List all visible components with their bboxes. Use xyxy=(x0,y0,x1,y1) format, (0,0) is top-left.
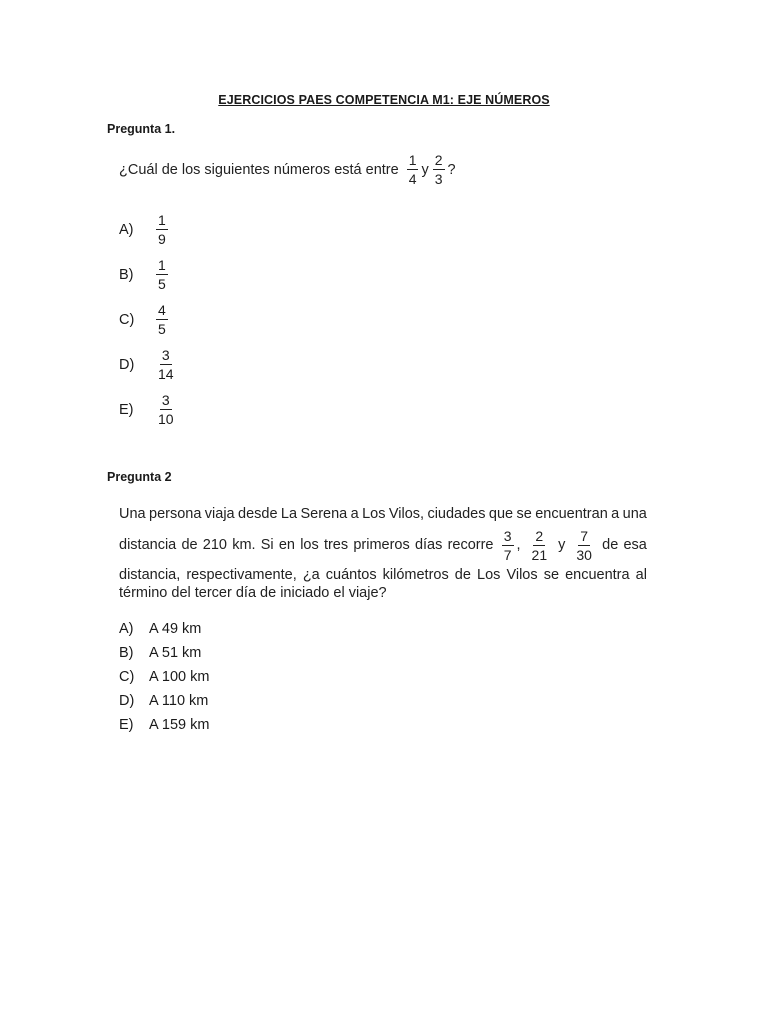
option-fraction xyxy=(156,347,176,382)
word: una xyxy=(622,506,647,522)
option-letter: C) xyxy=(119,669,135,685)
fraction-connector: y xyxy=(558,537,566,553)
fraction-denominator: 14 xyxy=(158,366,174,382)
word: de xyxy=(454,567,471,583)
word: a xyxy=(611,506,620,522)
question-2-option-e[interactable] xyxy=(119,713,209,737)
fraction-numerator: 2 xyxy=(535,527,544,544)
question-2-option-a[interactable] xyxy=(119,617,209,641)
word: kilómetros xyxy=(382,567,449,583)
option-fraction xyxy=(156,212,168,247)
word: Los xyxy=(362,506,386,522)
word: desde xyxy=(238,506,278,522)
question-1-option-e[interactable] xyxy=(119,392,179,427)
fraction-numerator: 1 xyxy=(158,212,166,228)
fraction-numerator: 3 xyxy=(503,527,512,544)
question-2-line-1 xyxy=(119,504,647,524)
option-letter: E) xyxy=(119,717,134,733)
question-1-option-a[interactable] xyxy=(119,212,171,247)
word: Serena xyxy=(300,506,348,522)
fraction-numerator: 7 xyxy=(580,527,589,544)
option-text: A 159 km xyxy=(149,717,210,733)
word: de xyxy=(181,537,198,553)
page-title: EJERCICIOS PAES COMPETENCIA M1: EJE NÚMEROS xyxy=(218,93,550,107)
word: Vilos, xyxy=(388,506,425,522)
question-1-option-c[interactable] xyxy=(119,302,171,337)
question-2-text xyxy=(119,504,647,603)
option-text: A 100 km xyxy=(149,669,210,685)
fraction-denominator: 5 xyxy=(158,321,166,337)
word: a xyxy=(350,506,359,522)
option-fraction xyxy=(156,392,176,427)
word: ¿a xyxy=(302,567,320,583)
question-1-text xyxy=(119,152,456,187)
question-1-option-d[interactable] xyxy=(119,347,179,382)
word: recorre xyxy=(447,537,494,553)
question-2-fractions xyxy=(499,528,597,563)
word: encuentra xyxy=(565,567,630,583)
question-2-options xyxy=(119,617,209,737)
question-2-option-c[interactable] xyxy=(119,665,209,689)
option-letter: A) xyxy=(119,621,134,637)
option-letter: A) xyxy=(119,221,134,238)
word: días xyxy=(414,537,443,553)
word: en xyxy=(278,537,295,553)
question-1-fraction-upper xyxy=(433,152,445,187)
word: 210 xyxy=(202,537,227,553)
word: Vilos xyxy=(506,567,538,583)
option-text: A 51 km xyxy=(149,645,202,661)
question-1-prompt: ¿Cuál de los siguientes números está entre xyxy=(119,161,399,178)
question-2-option-d[interactable] xyxy=(119,689,209,713)
option-letter: D) xyxy=(119,356,135,373)
question-1-heading: Pregunta 1. xyxy=(107,122,176,136)
word: se xyxy=(543,567,560,583)
fraction-denominator: 7 xyxy=(503,546,512,563)
word: los xyxy=(300,537,319,553)
fraction-denominator: 30 xyxy=(576,546,592,563)
word: persona xyxy=(149,506,202,522)
fraction-numerator: 4 xyxy=(158,302,166,318)
word: de xyxy=(602,537,619,553)
word: Los xyxy=(477,567,501,583)
option-text: A 110 km xyxy=(149,693,209,709)
word: esa xyxy=(623,537,647,553)
word: se xyxy=(516,506,532,522)
fraction-denominator: 4 xyxy=(408,171,417,187)
fraction-day-1 xyxy=(502,528,514,563)
word: viaja xyxy=(204,506,235,522)
fraction-numerator: 1 xyxy=(158,257,166,273)
fraction-numerator: 3 xyxy=(161,392,170,408)
word: encuentran xyxy=(535,506,608,522)
fraction-denominator: 5 xyxy=(158,276,166,292)
question-2-closing: término del tercer día de iniciado el viaje? xyxy=(119,585,387,601)
fraction-denominator: 3 xyxy=(434,171,443,187)
question-2-line-4 xyxy=(119,583,647,603)
question-1-connector: y xyxy=(421,161,429,178)
word: respectivamente, xyxy=(186,567,297,583)
option-fraction xyxy=(156,302,168,337)
fraction-denominator: 9 xyxy=(158,231,166,247)
question-1-option-b[interactable] xyxy=(119,257,171,292)
question-2-heading: Pregunta 2 xyxy=(107,470,172,484)
word: La xyxy=(280,506,298,522)
word: primeros xyxy=(353,537,410,553)
option-text: A 49 km xyxy=(149,621,202,637)
question-2-option-b[interactable] xyxy=(119,641,209,665)
question-1-question-mark: ? xyxy=(447,161,456,178)
fraction-numerator: 3 xyxy=(161,347,170,363)
word: Si xyxy=(260,537,274,553)
fraction-day-3 xyxy=(574,528,594,563)
fraction-numerator: 2 xyxy=(434,152,443,168)
word: km. xyxy=(232,537,256,553)
word: ciudades xyxy=(427,506,486,522)
word: Una xyxy=(119,506,146,522)
option-letter: E) xyxy=(119,401,134,418)
option-letter: B) xyxy=(119,645,134,661)
question-1-fraction-lower xyxy=(407,152,419,187)
question-2-line-3 xyxy=(119,565,647,585)
option-letter: D) xyxy=(119,693,135,709)
fraction-denominator: 21 xyxy=(531,546,548,563)
option-letter: B) xyxy=(119,266,134,283)
fraction-separator: , xyxy=(516,537,521,553)
word: que xyxy=(488,506,514,522)
word: tres xyxy=(323,537,349,553)
option-letter: C) xyxy=(119,311,135,328)
option-fraction xyxy=(156,257,168,292)
word: al xyxy=(635,567,647,583)
question-2-line-2 xyxy=(119,526,647,564)
word: cuántos xyxy=(325,567,377,583)
word: distancia, xyxy=(119,567,181,583)
fraction-day-2 xyxy=(530,528,550,563)
fraction-denominator: 10 xyxy=(158,411,174,427)
fraction-numerator: 1 xyxy=(408,152,417,168)
word: distancia xyxy=(119,537,177,553)
